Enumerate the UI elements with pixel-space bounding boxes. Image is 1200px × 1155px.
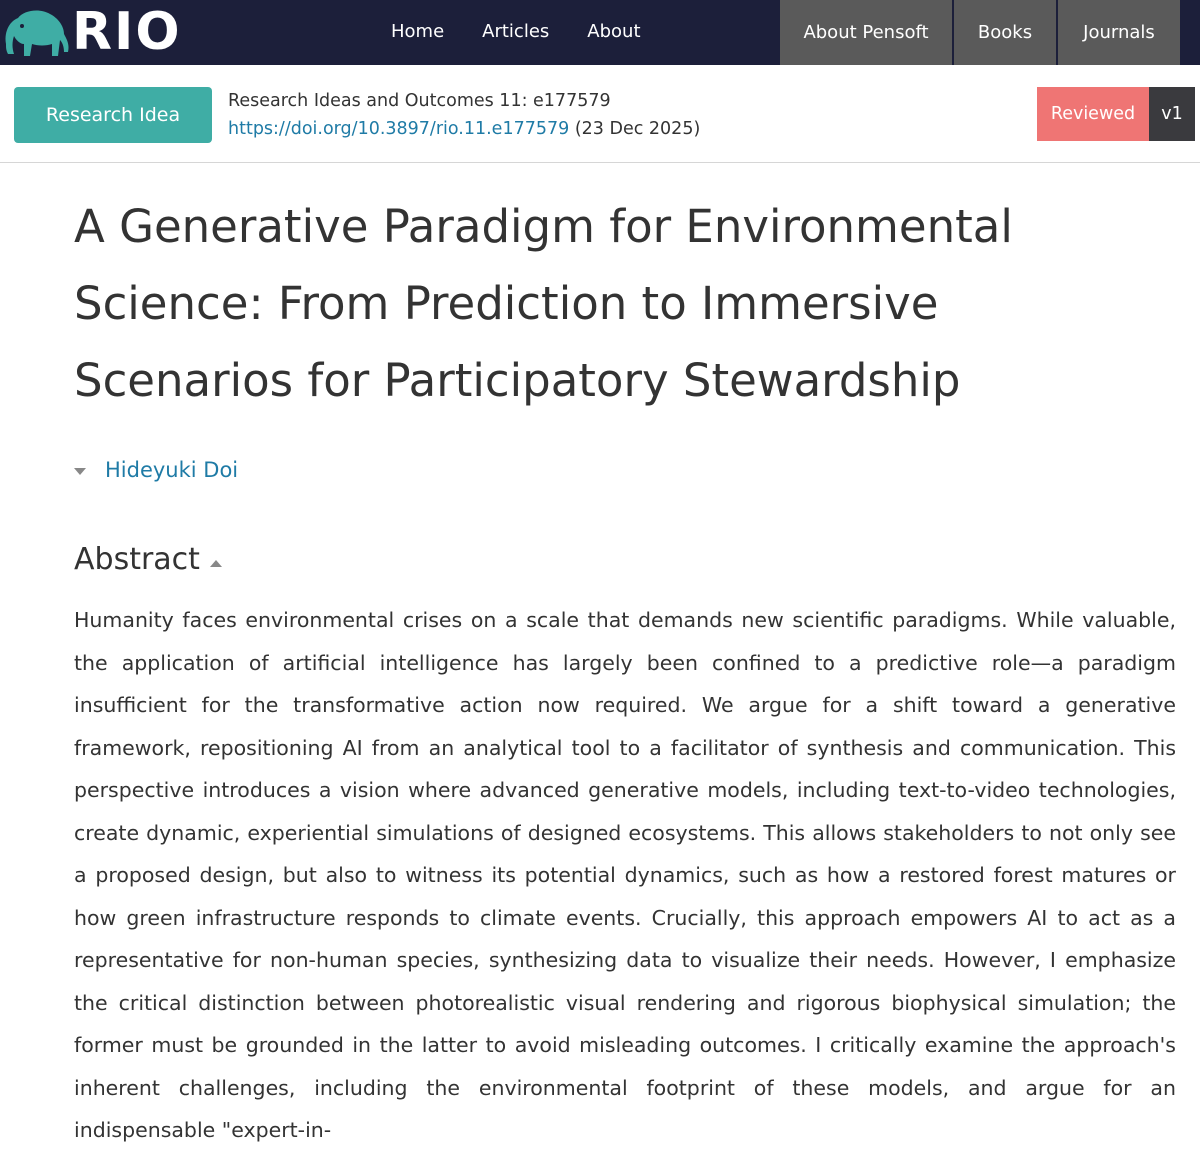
rio-logo[interactable] [0,0,200,65]
author-link[interactable]: Hideyuki Doi [105,458,239,482]
logo-text: RIO [72,2,182,62]
journal-reference [228,87,700,143]
author-row [74,458,238,482]
review-status [1037,87,1195,141]
top-navigation-bar [0,0,1200,65]
article-title: A Generative Paradigm for Environmental Science: From Prediction to Immersive Scenarios for Participatory Stewardship [74,200,1013,407]
doi-link[interactable]: https://doi.org/10.3897/rio.11.e177579 [228,119,570,139]
elephant-logo-icon [0,4,72,60]
nav-about-pensoft[interactable]: About Pensoft [780,0,952,65]
publisher-nav [780,0,1180,65]
article-info-bar [0,65,1200,163]
article-type-button[interactable]: Research Idea [14,87,212,143]
abstract-text: Humanity faces environmental crises on a scale that demands new scientific paradigms. While valuable, the application of artificial intelligence has largely been confined to a predictive role—a paradigm insufficient for the transformative action now required. We argue for a shift toward a generative framework, repositioning AI from an analytical tool to a facilitator of synthesis and communication. This perspective introduces a vision where advanced generative models, including text-to-video technologies, create dynamic, experiential simulations of designed ecosystems. This allows stakeholders to not only see a proposed design, but also to witness its potential dynamics, such as how a restored forest matures or how green infrastructure responds to climate events. Crucially, this approach empowers AI to act as a representative for non-human species, synthesizing data to visualize their needs. However, I emphasize the critical distinction between photorealistic visual rendering and rigorous biophysical simulation; the former must be grounded in the latter to avoid misleading outcomes. I critically examine the approach's inherent challenges, including the environmental footprint of these models, and argue for an indispensable "expert-in- [74,608,1176,1142]
nav-articles[interactable]: Articles [482,20,550,42]
collapse-triangle-icon[interactable] [210,560,222,567]
nav-books[interactable]: Books [952,0,1056,65]
journal-citation: Research Ideas and Outcomes 11: e177579 [228,91,611,111]
expand-triangle-icon[interactable] [74,468,86,475]
reviewed-badge[interactable]: Reviewed [1037,87,1149,141]
publication-date: (23 Dec 2025) [574,119,701,139]
nav-about[interactable]: About [587,20,641,42]
abstract-heading: Abstract [74,542,200,577]
nav-journals[interactable]: Journals [1056,0,1180,65]
doi-line [228,115,700,143]
version-badge[interactable]: v1 [1149,87,1195,141]
main-nav [372,0,660,62]
nav-home[interactable]: Home [391,20,445,42]
abstract-header[interactable] [74,542,222,577]
